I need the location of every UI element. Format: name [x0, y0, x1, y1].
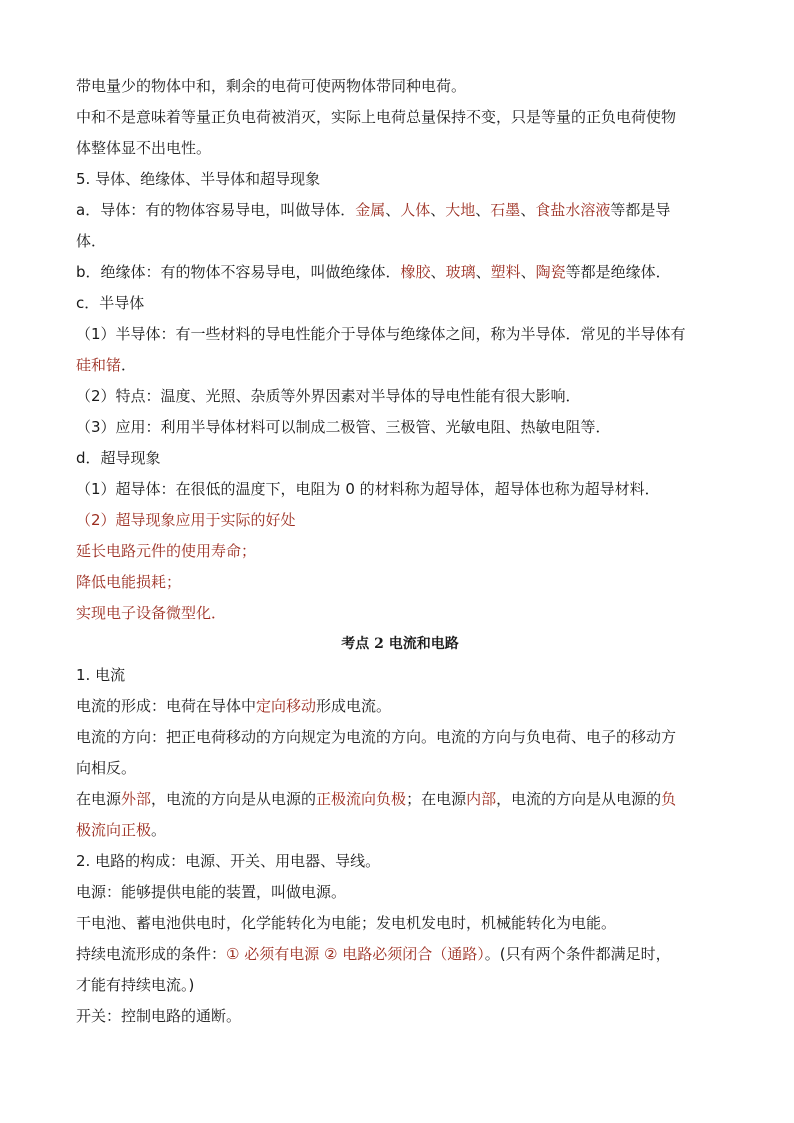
text-line: [76, 908, 724, 939]
body-text: 、: [520, 263, 536, 281]
emphasis-text: 极流向正极: [76, 821, 152, 839]
body-text: 、: [430, 263, 446, 281]
text-line: [76, 815, 724, 846]
emphasis-text: （2）超导现象应用于实际的好处: [76, 511, 296, 529]
body-text: （2）特点：温度、光照、杂质等外界因素对半导体的导电性能有很大影响．: [76, 387, 581, 405]
body-text: 开关：控制电路的通断。: [76, 1007, 242, 1025]
body-text: 5. 导体、绝缘体、半导体和超导现象: [76, 170, 321, 188]
body-text: 2. 电路的构成：电源、开关、用电器、导线。: [76, 852, 381, 870]
body-text: b．绝缘体：有的物体不容易导电，叫做绝缘体．: [76, 263, 401, 281]
body-text: 考点 2 电流和电路: [341, 636, 459, 652]
emphasis-text: 降低电能损耗；: [76, 573, 182, 591]
text-line: [76, 939, 724, 970]
emphasis-text: 负: [661, 790, 677, 808]
text-line: [76, 1001, 724, 1032]
body-text: 持续电流形成的条件：: [76, 945, 227, 963]
emphasis-text: ② 电路必须闭合（通路）: [324, 945, 485, 963]
body-text: ；在电源: [406, 790, 467, 808]
emphasis-text: 延长电路元件的使用寿命；: [76, 542, 257, 560]
text-line: [76, 877, 724, 908]
body-text: 、: [475, 263, 491, 281]
text-line: [76, 443, 724, 474]
body-text: 电流的方向：把正电荷移动的方向规定为电流的方向。电流的方向与负电荷、电子的移动方: [76, 728, 677, 746]
text-line: [76, 257, 724, 288]
section-heading: [76, 629, 724, 660]
body-text: d．超导现象: [76, 449, 161, 467]
body-text: 1. 电流: [76, 666, 126, 684]
body-text: 干电池、蓄电池供电时，化学能转化为电能；发电机发电时，机械能转化为电能。: [76, 914, 617, 932]
text-line: [76, 102, 724, 133]
emphasis-text: 外部: [121, 790, 152, 808]
text-line: [76, 350, 724, 381]
body-text: 、: [430, 201, 446, 219]
text-line: [76, 195, 724, 226]
emphasis-text: 金属: [355, 201, 386, 219]
emphasis-text: 橡胶: [400, 263, 431, 281]
body-text: 电流的形成：电荷在导体中: [76, 697, 257, 715]
body-text: 电源：能够提供电能的装置，叫做电源。: [76, 883, 347, 901]
emphasis-text: 硅和锗: [76, 356, 122, 374]
emphasis-text: 实现电子设备微型化．: [76, 604, 227, 622]
body-text: 才能有持续电流。): [76, 976, 195, 994]
text-line: [76, 319, 724, 350]
text-line: [76, 598, 724, 629]
text-line: [76, 226, 724, 257]
emphasis-text: 玻璃: [445, 263, 476, 281]
body-text: 、: [520, 201, 536, 219]
emphasis-text: 石墨: [490, 201, 521, 219]
text-line: [76, 784, 724, 815]
body-text: 向相反。: [76, 759, 137, 777]
emphasis-text: 内部: [466, 790, 497, 808]
emphasis-text: 正极流向负极: [316, 790, 407, 808]
document-page: [76, 71, 724, 1032]
text-line: [76, 567, 724, 598]
text-line: [76, 660, 724, 691]
emphasis-text: 陶瓷: [535, 263, 566, 281]
body-text: ．: [121, 356, 137, 374]
text-line: [76, 970, 724, 1001]
text-line: [76, 474, 724, 505]
text-line: [76, 753, 724, 784]
body-text: 中和不是意味着等量正负电荷被消灭，实际上电荷总量保持不变，只是等量的正负电荷使物: [76, 108, 677, 126]
text-line: [76, 71, 724, 102]
text-line: [76, 381, 724, 412]
text-line: [76, 164, 724, 195]
body-text: （1）超导体：在很低的温度下，电阻为 0 的材料称为超导体，超导体也称为超导材料．: [76, 480, 660, 498]
body-text: 在电源: [76, 790, 122, 808]
emphasis-text: 大地: [445, 201, 476, 219]
body-text: 带电量少的物体中和，剩余的电荷可使两物体带同种电荷。: [76, 77, 467, 95]
text-line: [76, 722, 724, 753]
body-text: 等都是绝缘体．: [565, 263, 671, 281]
body-text: 等都是导: [610, 201, 671, 219]
body-text: 、: [475, 201, 491, 219]
body-text: 、: [385, 201, 401, 219]
body-text: 形成电流。: [316, 697, 392, 715]
body-text: ，电流的方向是从电源的: [496, 790, 662, 808]
emphasis-text: 定向移动: [256, 697, 317, 715]
body-text: a．导体：有的物体容易导电，叫做导体．: [76, 201, 356, 219]
text-line: [76, 288, 724, 319]
text-line: [76, 691, 724, 722]
body-text: （3）应用：利用半导体材料可以制成二极管、三极管、光敏电阻、热敏电阻等．: [76, 418, 611, 436]
body-text: 。: [151, 821, 167, 839]
text-line: [76, 536, 724, 567]
text-line: [76, 846, 724, 877]
emphasis-text: 食盐水溶液: [535, 201, 611, 219]
text-line: [76, 412, 724, 443]
emphasis-text: 人体: [400, 201, 431, 219]
body-text: 。(只有两个条件都满足时，: [484, 945, 671, 963]
body-text: 体整体显不出电性。: [76, 139, 212, 157]
emphasis-text: ① 必须有电源: [226, 945, 320, 963]
text-line: [76, 505, 724, 536]
body-text: c．半导体: [76, 294, 145, 312]
body-text: （1）半导体：有一些材料的导电性能介于导体与绝缘体之间，称为半导体．常见的半导体有: [76, 325, 686, 343]
body-text: ，电流的方向是从电源的: [151, 790, 317, 808]
text-line: [76, 133, 724, 164]
body-text: 体．: [76, 232, 107, 250]
emphasis-text: 塑料: [490, 263, 521, 281]
